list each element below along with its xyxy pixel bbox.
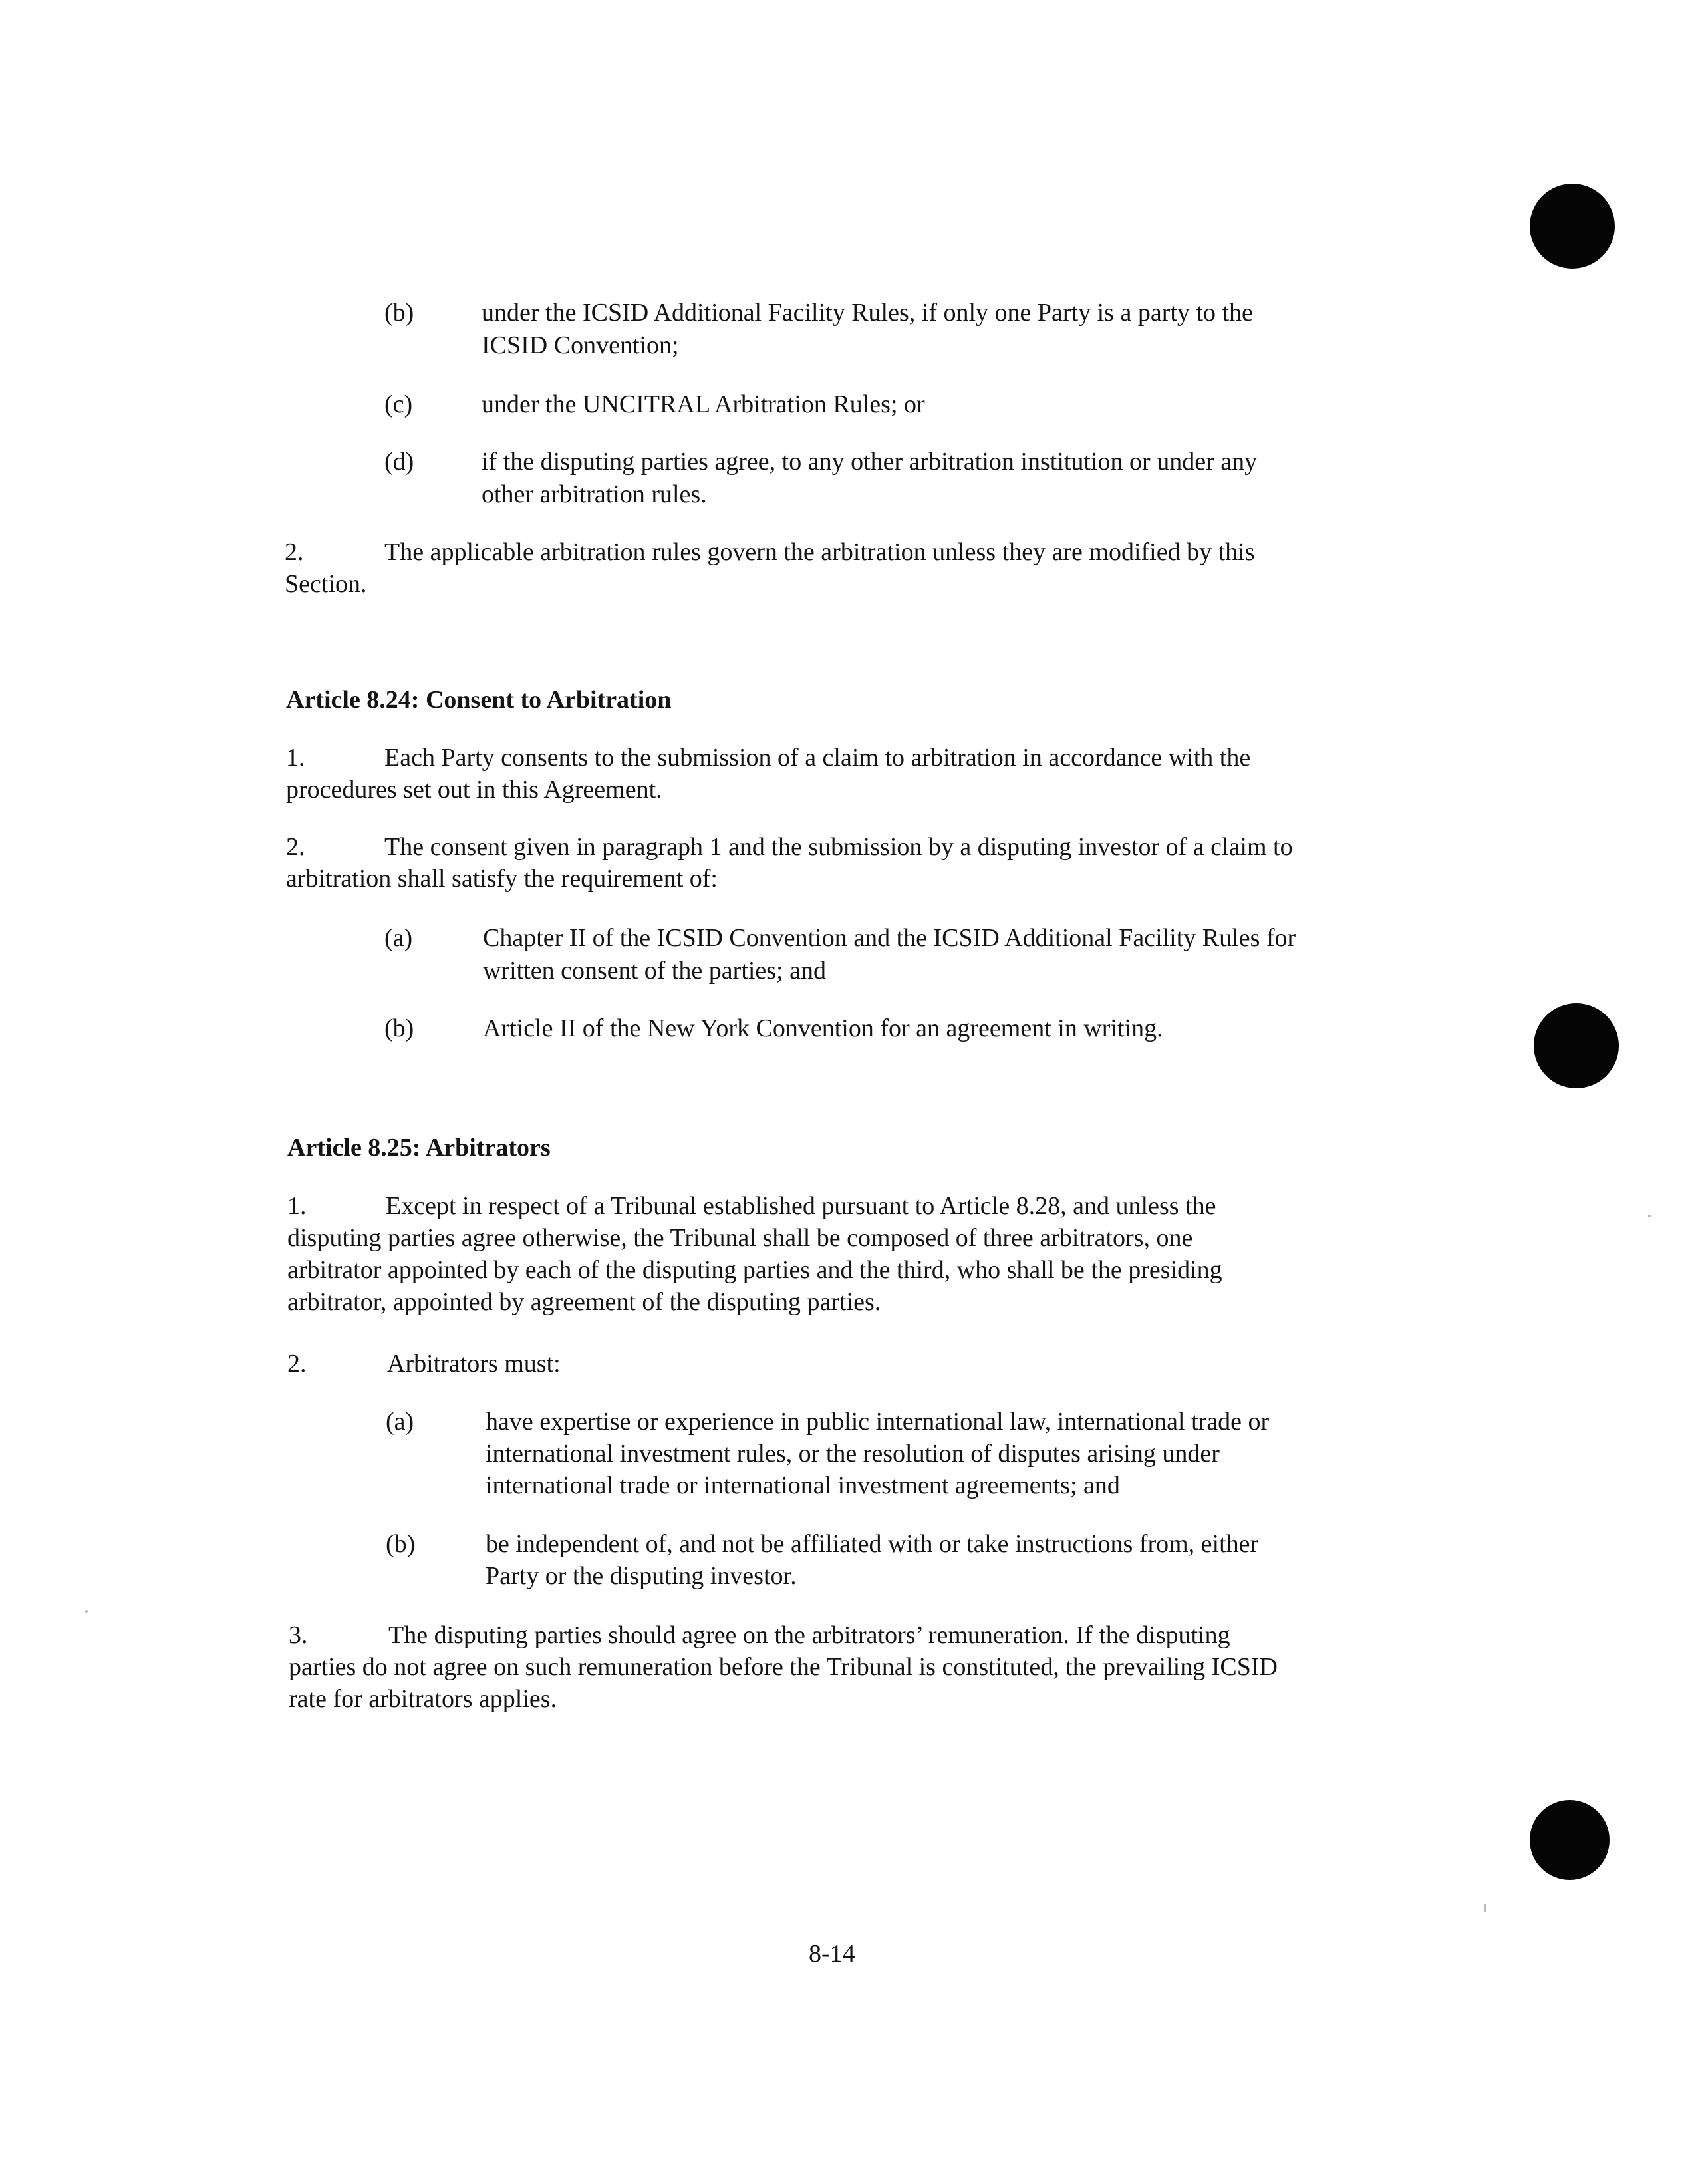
list-item-b-line-2: ICSID Convention; xyxy=(482,331,679,359)
list-marker-b: (b) xyxy=(384,1014,414,1042)
list-marker-c: (c) xyxy=(384,390,413,418)
paragraph-line: The applicable arbitration rules govern the arbitration unless they are modified by this xyxy=(384,538,1255,566)
paragraph-number: 2. xyxy=(285,538,304,566)
list-item-c-line-1: under the UNCITRAL Arbitration Rules; or xyxy=(482,390,925,418)
scan-speck xyxy=(1648,1215,1651,1217)
list-item-d-line-2: other arbitration rules. xyxy=(482,480,707,508)
list-marker-b: (b) xyxy=(386,1530,416,1558)
article-8-24-heading: Article 8.24: Consent to Arbitration xyxy=(286,686,672,714)
list-marker-a: (a) xyxy=(386,1408,414,1436)
list-item-b-line-1: under the ICSID Additional Facility Rules, if only one Party is a party to the xyxy=(482,299,1253,327)
article-8-25-heading: Article 8.25: Arbitrators xyxy=(287,1134,551,1162)
punch-hole-bottom xyxy=(1530,1800,1610,1880)
list-marker-a: (a) xyxy=(384,924,413,952)
scan-speck xyxy=(1484,1904,1486,1912)
list-item-b-line-1: Article II of the New York Convention for an agreement in writing. xyxy=(483,1014,1163,1042)
paragraph-line: disputing parties agree otherwise, the Tribunal shall be composed of three arbitrators, one xyxy=(287,1224,1193,1252)
list-item-a-line-1: have expertise or experience in public international law, international trade or xyxy=(486,1408,1270,1436)
scan-speck xyxy=(85,1610,88,1613)
paragraph-line: parties do not agree on such remuneration before the Tribunal is constituted, the prevailing ICSID xyxy=(289,1653,1278,1681)
list-item-b-line-2: Party or the disputing investor. xyxy=(486,1562,797,1590)
paragraph-line: rate for arbitrators applies. xyxy=(289,1685,557,1713)
punch-hole-middle xyxy=(1534,1003,1619,1088)
paragraph-line: arbitrator appointed by each of the disputing parties and the third, who shall be the presiding xyxy=(287,1256,1222,1284)
paragraph-number: 2. xyxy=(286,833,305,861)
punch-hole-top xyxy=(1530,184,1615,269)
paragraph-line: arbitration shall satisfy the requirement of: xyxy=(286,865,718,893)
paragraph-line: procedures set out in this Agreement. xyxy=(286,776,662,804)
paragraph-line: Arbitrators must: xyxy=(387,1350,561,1378)
paragraph-line: arbitrator, appointed by agreement of the disputing parties. xyxy=(287,1288,881,1316)
paragraph-line: The disputing parties should agree on the arbitrators’ remuneration. If the disputing xyxy=(388,1621,1230,1649)
list-item-a-line-3: international trade or international investment agreements; and xyxy=(486,1472,1120,1499)
paragraph-line: Except in respect of a Tribunal established pursuant to Article 8.28, and unless the xyxy=(386,1192,1216,1220)
paragraph-number: 1. xyxy=(286,744,305,772)
list-item-a-line-2: international investment rules, or the resolution of disputes arising under xyxy=(486,1440,1220,1468)
list-item-a-line-2: written consent of the parties; and xyxy=(483,957,827,985)
list-item-b-line-1: be independent of, and not be affiliated with or take instructions from, either xyxy=(486,1530,1259,1558)
paragraph-line: Each Party consents to the submission of a claim to arbitration in accordance with the xyxy=(384,744,1251,772)
paragraph-line: The consent given in paragraph 1 and the submission by a disputing investor of a claim to xyxy=(384,833,1293,861)
list-item-d-line-1: if the disputing parties agree, to any other arbitration institution or under any xyxy=(482,448,1258,476)
paragraph-number: 2. xyxy=(287,1350,307,1378)
paragraph-number: 3. xyxy=(289,1621,308,1649)
list-marker-d: (d) xyxy=(384,448,414,476)
paragraph-number: 1. xyxy=(287,1192,307,1220)
list-marker-b: (b) xyxy=(384,299,414,327)
page-number: 8-14 xyxy=(809,1940,855,1968)
paragraph-line: Section. xyxy=(285,570,367,598)
list-item-a-line-1: Chapter II of the ICSID Convention and the ICSID Additional Facility Rules for xyxy=(483,924,1296,952)
